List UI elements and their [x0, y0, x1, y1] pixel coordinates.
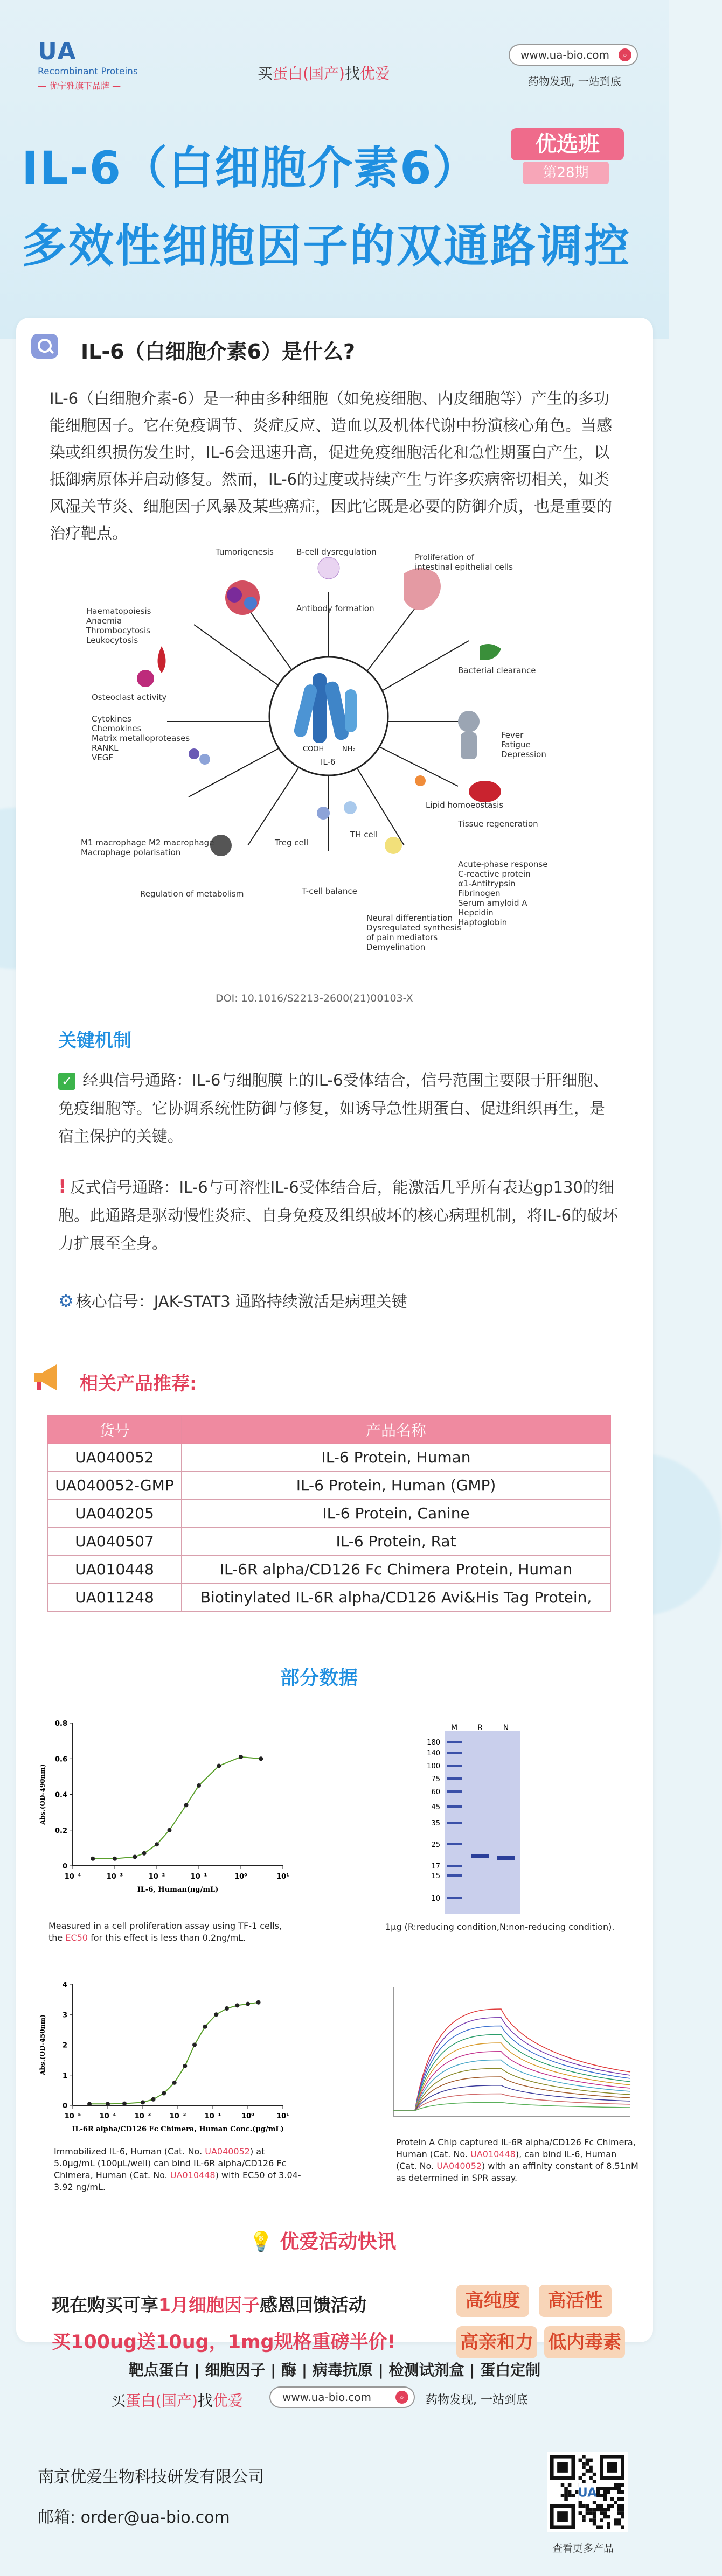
- data-point: [239, 1755, 243, 1759]
- contact-email[interactable]: 邮箱: order@ua-bio.com: [38, 2508, 230, 2527]
- product-id: UA011248: [48, 1584, 182, 1612]
- spr-curve: [393, 2077, 630, 2111]
- data-point: [217, 1764, 221, 1768]
- y-tick-label: 4: [62, 1981, 67, 1989]
- data-point: [162, 2091, 166, 2096]
- metabolism-label: Regulation of metabolism: [140, 889, 244, 899]
- caption-spr: Protein A Chip captured IL-6R alpha/CD126 Fc Chimera, Human (Cat. No. UA010448), can bind IL-6, Human (Cat. No. UA040052) with an affinity constant of 8.51nM as determined in SPR assay.: [396, 2137, 638, 2183]
- x-tick-label: 10¹: [276, 1873, 289, 1881]
- feature-pill: 高活性: [539, 2285, 612, 2317]
- acute-phase-label: Acute-phase response C-reactive protein α1-Antitrypsin Fibrinogen Serum amyloid A Hepcidin Haptoglobin: [458, 859, 548, 927]
- data-point: [184, 1803, 189, 1807]
- header-tagline: [258, 62, 390, 83]
- product-id: UA040052-GMP: [48, 1472, 182, 1500]
- data-point: [172, 2081, 177, 2085]
- table-row[interactable]: [48, 1444, 611, 1472]
- table-row[interactable]: [48, 1500, 611, 1528]
- tcell-icon: [317, 807, 330, 820]
- bcell-label: B-cell dysregulation: [296, 547, 377, 557]
- il6-mechanism-figure: [70, 544, 587, 1012]
- neural-label: Neural differentiation Dysregulated synthesis of pain mediators Demyelination: [366, 913, 461, 952]
- liver-icon: [469, 781, 501, 802]
- gel-lane-label: N: [503, 1724, 509, 1732]
- data-point: [91, 1857, 95, 1861]
- data-point: [214, 2012, 218, 2017]
- y-tick-label: 0.2: [54, 1826, 67, 1835]
- x-tick-label: 10⁻³: [106, 1873, 123, 1881]
- x-tick-label: 10⁻¹: [190, 1873, 207, 1881]
- feature-pill: 高纯度: [456, 2285, 529, 2317]
- logo-slogan: — 优宁雅旗下品牌 —: [38, 81, 121, 91]
- search-icon: [31, 334, 58, 359]
- cooh-label: COOH: [303, 745, 324, 753]
- x-axis-label: IL-6, Human(ng/mL): [137, 1886, 219, 1894]
- p3-head: 核心信号: [75, 1292, 138, 1311]
- antibody-label: Antibody formation: [296, 604, 374, 613]
- binding-elisa-chart: [35, 1976, 299, 2138]
- exclamation-icon: !: [58, 1176, 67, 1198]
- check-icon: ✓: [58, 1073, 75, 1090]
- p2-head: 反式信号通路: [70, 1178, 164, 1196]
- activity-line2: 买100ug送10ug，1mg规格重磅半价!: [52, 2332, 396, 2353]
- y-tick-label: 0: [62, 1863, 67, 1871]
- x-tick-label: 10⁻⁴: [99, 2112, 116, 2120]
- tag-red2: 优爱: [359, 65, 390, 82]
- tag-red1: 蛋白(国产): [273, 65, 345, 82]
- trans-pathway-text: [58, 1173, 619, 1257]
- gel-marker-band: [447, 1790, 462, 1793]
- x-tick-label: 10⁻¹: [204, 2112, 221, 2120]
- x-axis-label: IL-6R alpha/CD126 Fc Chimera, Human Conc.(μg/mL): [72, 2125, 284, 2133]
- footer-url-link[interactable]: www.ua-bio.com ⌕: [269, 2386, 415, 2408]
- y-tick-label: 1: [62, 2071, 67, 2080]
- data-point: [183, 2064, 187, 2068]
- core-signal-text: [58, 1287, 619, 1315]
- class-badge: 优选班: [511, 128, 624, 160]
- table-row[interactable]: [48, 1528, 611, 1556]
- gear-icon: ⚙: [58, 1291, 74, 1311]
- table-row[interactable]: [48, 1556, 611, 1584]
- intro-text: IL-6（白细胞介素-6）是一种由多种细胞（如免疫细胞、内皮细胞等）产生的多功能细胞因子。它在免疫调节、炎症反应、造血以及机体代谢中扮演核心角色。当感染或组织损伤发生时，IL-6会迅速升高，促进免疫细胞活化和急性期蛋白产生，以抵御病原体并启动修复。然而，IL-6的过度或持续产生与许多疾病密切相关，如类风湿关节炎、细胞因子风暴及某些癌症，因此它既是必要的防御介质，也是重要的治疗靶点。: [50, 389, 613, 542]
- data-point: [197, 1783, 201, 1788]
- activity-title: 💡 优爱活动快讯: [249, 2231, 397, 2253]
- x-tick-label: 10⁻²: [169, 2112, 186, 2120]
- y-tick-label: 2: [62, 2041, 67, 2050]
- gel-marker-label: 140: [427, 1749, 440, 1758]
- gel-marker-label: 25: [431, 1841, 440, 1849]
- caption-chart2: Immobilized IL-6, Human (Cat. No. UA040052) at 5.0μg/mL (100μL/well) can bind IL-6R alpha/CD126 Fc Chimera, Human (Cat. No. UA010448) with EC50 of 3.04-3.92 ng/mL.: [54, 2146, 301, 2192]
- gel-marker-label: 60: [431, 1788, 440, 1796]
- gel-band-r: [471, 1854, 489, 1858]
- gel-marker-band: [447, 1874, 462, 1877]
- data-point: [113, 1857, 117, 1861]
- spr-curve: [393, 2094, 630, 2111]
- person-icon: [458, 711, 480, 732]
- gel-marker-band: [447, 1822, 462, 1824]
- prolif-label: Proliferation of intestinal epithelial cells: [415, 552, 513, 572]
- y-tick-label: 3: [62, 2011, 67, 2020]
- search-icon: ⌕: [619, 48, 631, 61]
- gel-marker-label: 17: [431, 1863, 440, 1871]
- brand-logo[interactable]: [38, 38, 145, 92]
- product-id: UA010448: [48, 1556, 182, 1584]
- product-name: IL-6 Protein, Canine: [182, 1500, 611, 1528]
- gel-marker-label: 75: [431, 1775, 440, 1783]
- tissue-label: Tissue regeneration: [458, 819, 538, 829]
- data-point: [106, 2102, 110, 2106]
- footer-url-subtitle: 药物发现, 一站到底: [426, 2393, 528, 2407]
- col-header-name: 产品名称: [182, 1416, 611, 1444]
- tbalance-label: T-cell balance: [302, 886, 357, 896]
- osteo-label: Osteoclast activity: [92, 692, 167, 702]
- bcell-icon: [318, 557, 339, 579]
- gel-marker-label: 10: [431, 1895, 440, 1903]
- p3-body: ：JAK-STAT3 通路持续激活是病理关键: [138, 1292, 407, 1311]
- bacteria-icon: [480, 644, 501, 660]
- logo-sub: Recombinant Proteins: [38, 66, 138, 77]
- url-link[interactable]: [509, 44, 638, 66]
- table-row[interactable]: [48, 1472, 611, 1500]
- y-tick-label: 0.4: [54, 1791, 67, 1800]
- url-text: www.ua-bio.com: [520, 48, 609, 61]
- il6-center-label: IL-6: [321, 757, 336, 767]
- data-point: [203, 2025, 207, 2029]
- qr-caption: 查看更多产品: [552, 2543, 614, 2554]
- series-line: [89, 2003, 259, 2104]
- header: [0, 0, 669, 339]
- tag-prefix: 买: [258, 65, 273, 82]
- url-subtitle: 药物发现, 一站到底: [528, 75, 621, 88]
- data-point: [151, 2097, 156, 2102]
- data-point: [142, 1851, 147, 1856]
- classic-pathway-text: [58, 1066, 619, 1150]
- megaphone-icon: [30, 1362, 67, 1392]
- gel-marker-band: [447, 1777, 462, 1780]
- tag-mid: 找: [344, 65, 360, 82]
- data-point: [192, 2043, 197, 2047]
- gel-marker-band: [447, 1843, 462, 1845]
- gel-lane-label: R: [477, 1724, 483, 1732]
- product-id: UA040205: [48, 1500, 182, 1528]
- key-mechanism-title: 关键机制: [58, 1030, 131, 1052]
- data-point: [259, 1756, 263, 1761]
- bacterial-label: Bacterial clearance: [458, 666, 536, 675]
- blood-drop-icon: [158, 646, 166, 673]
- table-row[interactable]: [48, 1584, 611, 1612]
- x-tick-label: 10⁰: [241, 2112, 254, 2120]
- osteoclast-icon: [137, 670, 154, 687]
- data-point: [246, 2002, 250, 2006]
- data-point: [225, 2006, 229, 2011]
- feature-pill: 低内毒素: [544, 2326, 625, 2358]
- search-icon: ⌕: [395, 2391, 408, 2404]
- tumor-label: Tumorigenesis: [216, 547, 274, 557]
- footer-tagline: 买蛋白(国产)找优爱: [110, 2392, 243, 2410]
- y-tick-label: 0: [62, 2102, 67, 2110]
- product-name: Biotinylated IL-6R alpha/CD126 Avi&His Tag Protein,: [182, 1584, 611, 1612]
- x-tick-label: 10⁻²: [148, 1873, 165, 1881]
- gel-marker-label: 45: [431, 1803, 440, 1811]
- related-products-title: 相关产品推荐:: [80, 1373, 197, 1395]
- gel-marker-label: 180: [427, 1739, 440, 1747]
- neuron-icon: [385, 837, 402, 854]
- gel-marker-band: [447, 1765, 462, 1767]
- spr-sensorgram: [372, 1982, 641, 2138]
- intestine-icon: [404, 568, 441, 610]
- nh2-label: NH₂: [342, 745, 356, 753]
- data-point: [87, 2102, 92, 2106]
- figure-doi: DOI: 10.1016/S2213-2600(21)00103-X: [216, 992, 413, 1004]
- data-point: [133, 1854, 137, 1859]
- hemato-label: Haematopoiesis Anaemia Thrombocytosis Leukocytosis: [86, 606, 151, 645]
- x-tick-label: 10¹: [276, 2112, 289, 2120]
- gel-marker-label: 100: [427, 1762, 440, 1770]
- product-name: IL-6 Protein, Human (GMP): [182, 1472, 611, 1500]
- fever-label: Fever Fatigue Depression: [501, 730, 546, 759]
- data-point: [235, 2003, 239, 2007]
- x-tick-label: 10⁻³: [134, 2112, 151, 2120]
- data-section-title: 部分数据: [280, 1667, 358, 1689]
- treg-label: Treg cell: [275, 838, 309, 848]
- data-point: [167, 1828, 171, 1832]
- y-tick-label: 0.8: [54, 1720, 67, 1728]
- product-id: UA040507: [48, 1528, 182, 1556]
- svg-text:UA: UA: [578, 2486, 597, 2500]
- y-axis-label: Abs.(OD-490nm): [39, 1764, 46, 1825]
- p1-head: 经典信号通路: [82, 1071, 177, 1089]
- logo-mark: UA: [38, 38, 77, 65]
- page-title: IL-6（白细胞介素6）: [22, 142, 479, 194]
- data-point: [155, 1842, 159, 1846]
- gel-marker-band: [447, 1752, 462, 1754]
- product-name: IL-6R alpha/CD126 Fc Chimera Protein, Human: [182, 1556, 611, 1584]
- activity-line1: 现在购买可享1月细胞因子感恩回馈活动: [52, 2294, 366, 2315]
- sds-page-gel: [418, 1724, 525, 1917]
- footer-links[interactable]: 靶点蛋白 | 细胞因子 | 酶 | 病毒抗原 | 检测试剂盒 | 蛋白定制: [128, 2361, 541, 2379]
- issue-badge: 第28期: [523, 162, 609, 184]
- feature-pill: 高亲和力: [456, 2326, 537, 2358]
- data-point: [256, 2000, 261, 2005]
- y-tick-label: 0.6: [54, 1755, 67, 1764]
- series-line: [93, 1757, 261, 1859]
- macrophage-label: M1 macrophage M2 macrophage Macrophage polarisation: [81, 838, 214, 857]
- gel-lane-label: M: [450, 1724, 458, 1732]
- product-name: IL-6 Protein, Rat: [182, 1528, 611, 1556]
- lipid-icon: [415, 775, 426, 786]
- x-tick-label: 10⁻⁴: [64, 1873, 81, 1881]
- data-point: [122, 2102, 127, 2106]
- gel-marker-band: [447, 1805, 462, 1808]
- gel-marker-band: [447, 1741, 462, 1743]
- caption-gel: 1μg (R:reducing condition,N:non-reducing condition).: [385, 1922, 615, 1932]
- lipid-label: Lipid homoeostasis: [426, 800, 504, 810]
- page-subtitle: 多效性细胞因子的双通路调控: [22, 220, 631, 272]
- cytokine-label: Cytokines Chemokines Matrix metalloproteases RANKL VEGF: [92, 714, 190, 762]
- cell-proliferation-chart: [35, 1715, 299, 1898]
- company-name: 南京优爱生物科技研发有限公司: [38, 2468, 264, 2487]
- gel-marker-label: 15: [431, 1872, 440, 1880]
- gel-marker-band: [447, 1897, 462, 1899]
- col-header-id: 货号: [48, 1416, 182, 1444]
- gel-marker-label: 35: [431, 1819, 440, 1828]
- product-table: [47, 1415, 611, 1612]
- product-name: IL-6 Protein, Human: [182, 1444, 611, 1472]
- data-point: [141, 2100, 145, 2104]
- p1-body: ：IL-6与细胞膜上的IL-6受体结合，信号范围主要限于肝细胞、免疫细胞等。它协调系统性防御与修复，如诱导急性期蛋白、促进组织再生，是宿主保护的关键。: [58, 1071, 609, 1145]
- p2-body: ：IL-6与可溶性IL-6受体结合后，能激活几乎所有表达gp130的细胞。此通路是驱动慢性炎症、自身免疫及组织破坏的核心病理机制，将IL-6的破坏力扩展至全身。: [58, 1178, 619, 1252]
- gel-band-n: [497, 1856, 515, 1860]
- x-tick-label: 10⁻⁵: [64, 2112, 81, 2120]
- x-tick-label: 10⁰: [234, 1873, 247, 1881]
- y-axis-label: Abs.(OD-450nm): [39, 2014, 46, 2075]
- gel-marker-band: [447, 1865, 462, 1867]
- product-id: UA040052: [48, 1444, 182, 1472]
- caption-chart1: Measured in a cell proliferation assay using TF-1 cells, the EC50 for this effect is less than 0.2ng/mL.: [48, 1921, 282, 1943]
- section-title-what: IL-6（白细胞介素6）是什么?: [81, 340, 356, 363]
- th-label: TH cell: [350, 830, 378, 839]
- qr-code-icon[interactable]: [547, 2452, 628, 2532]
